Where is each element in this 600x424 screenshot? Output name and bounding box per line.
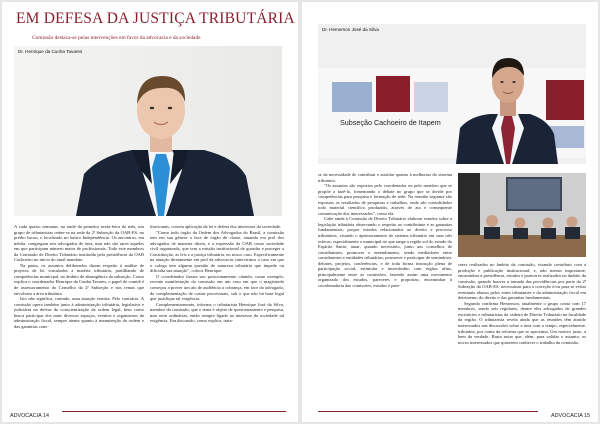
meeting-illustration <box>458 173 586 257</box>
article-column-2: titucionais, correta aplicação da lei e defesa dos interesses da sociedade. "Como todo órgão da Ordem dos Advogados do Brasil, a comissão tem em sua gênese a face de órgão de classe, atuando em prol dos advogados de maneira direta, e a expressão da OAB como sociedade civil organizada, que tem a missão institucional de guardar e proteger a Constituição, as leis e a justiça tributária, no nosso caso. Especificamente na atuação diretamente em prol da advocacia, intervirmos o caso em que o colega tem alguma questão de natureza tributária que impede ou dificulta sua atuação", coloca Henrique. O coordenador ilustra seu posicionamento citando, como exemplo, recente manifestação da comissão em um caso em que o magistrado começou a prover um ato de audiência a cobrança, em face do advogado, de complementação de custas processuais, sob o que não há base legal que justifique tal exigência. Complementarmente, informa o tributarista Henrique José da Silva, membro da comissão, que o tema é objeto de questionamento e pesquisa, mas nem ordinárias, então sempre ligado ao interesse da sociedade tal exigência. Em discussão, como explica, trata- <box>150 224 284 324</box>
article-column-3: se da necessidade de contribuir e auxiliar quanto à melhorias do sistema tributário. "Os assuntos são expostos pelo coordenador ou pelo membro que se propõe a fazê-lo, fomentando o debate no grupo que se divide por competências para pesquisa e formação de rede. Na reunião seguinte são expostos os resultados de pesquisas e trabalhos, onde são consolidados todo material científico produzido, através de ata e consequente comunicação dos interessados", conta ela. Cabe ainda à Comissão de Direito Tributário elaborar estudos sobre a legislação tributária observando o respeito ao contribuinte e as garantias fundamentais; propor estudos relacionados ao direito e processo tributários, visando o aprimoramento do sistema tributário em suas três esferas, especialmente o municipal no que tange a região sul do estado do Espírito Santo; atuar, quando necessário, junto aos conselhos de contribuintes; promover o entendimento, sendo mediadores entre contribuintes e entidades tributárias; promover e participar de seminários, debates, projetos, conferências, e de toda forma instrução plena de participação social; estimular e intercâmbio com órgãos afins, principalmente entre as comissões, fazendo assim uma movimento organizado dos estudos, pareceres e propostas; encaminhar à coordenadoria das comissões, estudos e pare- <box>318 172 452 288</box>
banner-portrait-illustration <box>318 24 586 164</box>
footer-rule <box>62 411 286 413</box>
article-column-1: A cada quatro semanas, na tarde da primeira sexta-feira do mês, um grupo de tributaristas reúne-se na sede da 2ª Subseção da OAB-ES, no prédio Iucon, o localizado no bairro Independência. Os encontros, em média, congregam seis advogados de área, mas não são raros aqueles em que participam número maior de profissionais. Todo este membros da Comissão de Direito Tributário instituída pela presidência da OAB Cachoeiro no início do atual mandato. Na pauta, os assuntos deliberados dizem respeito à análise de projetos de lei vinculados a matéria tributária, partilhando de competências municipal, no âmbito de abrangência da subseção. Como explica o coordenador Henrique da Cunha Tavares, o papel do comitê é de assessoramento do Conselho da 2ª Subseção e nos temas que envolvam a área tributária. Isto não significa, contudo, uma atuação restrita. Pelo contrário. A comissão opera também junto à administração tributária, legislativa e judiciária na defesa da conscientização da ordem legal, bem como busca participar dos mais diversos espaços, eventos e organismos da administração fiscal, sempre atenta quanto à manutenção da ordem e das garantias cons- <box>14 224 144 329</box>
footer-rule <box>318 411 538 413</box>
banner-text: Subseção Cachoeiro de Itapem <box>340 118 441 127</box>
photo-caption: Dr. Henrique da Cunha Tavares <box>18 49 83 54</box>
portrait-photo-henrique <box>14 46 282 216</box>
page-subtitle: Comissão destaca-se pelas intervenções em favor da advocacia e da sociedade <box>32 35 201 41</box>
portrait-illustration <box>14 46 282 216</box>
photo-caption: Dr. Hemerson José da Silva <box>322 27 379 32</box>
page-number: ADVOCACIA 15 <box>551 413 590 419</box>
right-page <box>302 2 598 422</box>
meeting-photo <box>458 173 586 257</box>
page-number: ADVOCACIA 14 <box>10 413 49 419</box>
portrait-photo-hemerson <box>318 24 586 164</box>
page-title: EM DEFESA DA JUSTIÇA TRIBUTÁRIA <box>16 10 295 27</box>
article-column-4: ceres realizados no âmbito da comissão, visando contribuir com a produção e publicação institucional; e, não menos importante, encaminhar à presidência, estudos e pareceres realizados no âmbito da comissão, quando houver a tomada das providências por parte da 2ª Subseção da OAB-ES, necessárias para a correção e/ou para se evitar eventuais abusos pelos entes tributantes e da administração fiscal em detrimento do direito e das garantias fundamentais. Segundo confirma Hemerson, atualmente o grupo conta com 17 membros, sendo seis regulares, dentre eles advogados de grandes escritórios e tributaristas da cadeira de Direito Tributário na faculdade da região. O tributarista revela ainda que as reuniões têm atraído interessados nas discussões sobre a área com o tempo, especialmente, tributária, por conta da reforma que se aproxima. Um motivo justo, a bem da verdade. Basta notar que, além, para validar o assunto, os novos interessados que quiserem conhecer o trabalho da comissão. <box>458 262 586 345</box>
left-page <box>2 2 298 422</box>
